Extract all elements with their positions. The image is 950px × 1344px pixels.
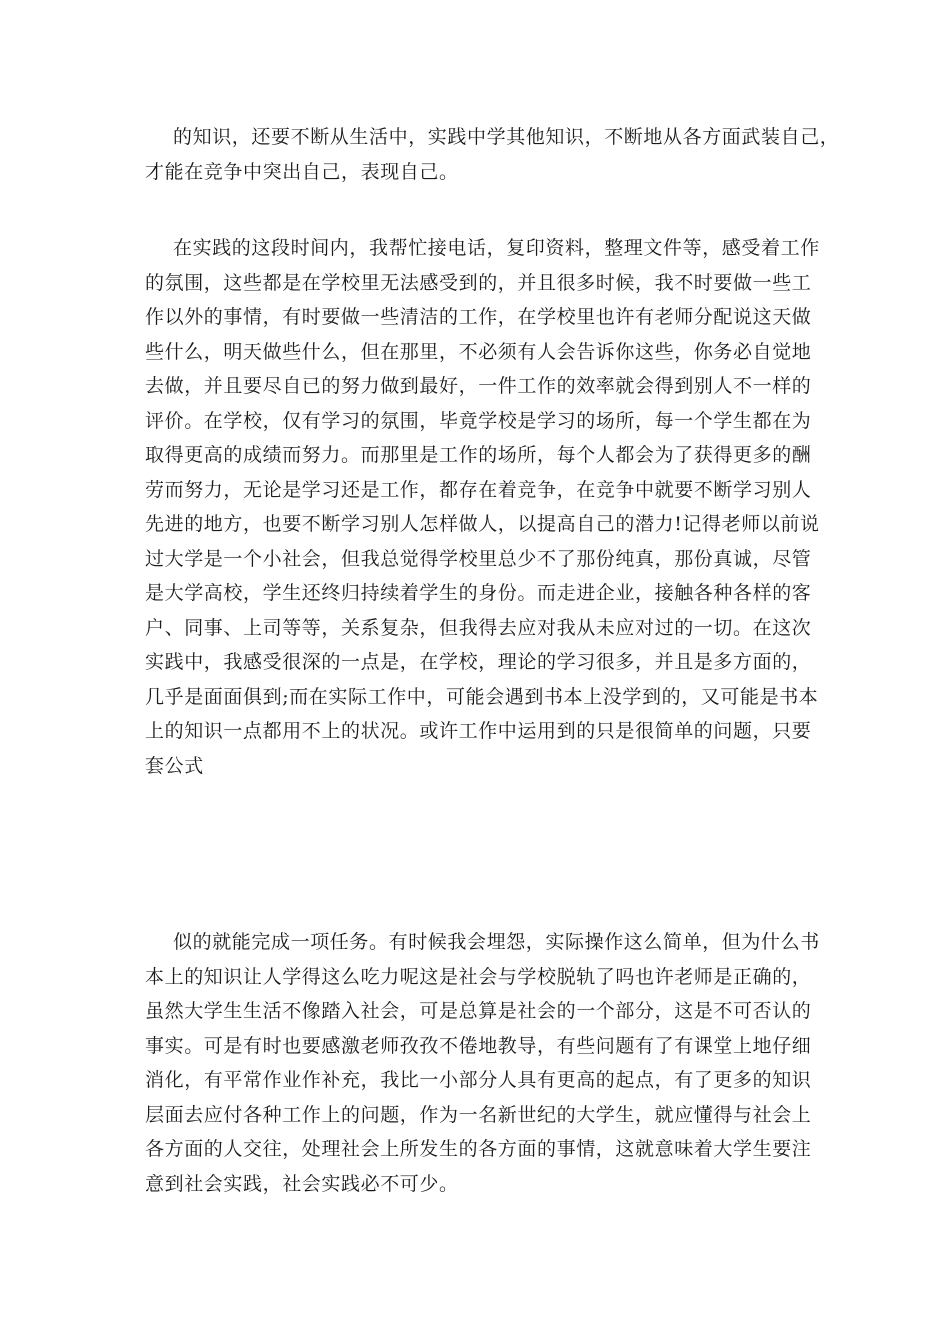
text-line: 的氛围，这些都是在学校里无法感受到的，并且很多时候，我不时要做一些工 xyxy=(145,271,812,294)
text-line: 作以外的事情，有时要做一些清洁的工作，在学校里也许有老师分配说这天做 xyxy=(145,306,812,328)
text-line: 些什么，明天做些什么，但在那里，不必须有人会告诉你这些，你务必自觉地 xyxy=(145,340,812,363)
text-line: 层面去应付各种工作上的问题，作为一名新世纪的大学生，就应懂得与社会上 xyxy=(145,1103,812,1126)
text-line: 虽然大学生生活不像踏入社会，可是总算是社会的一个部分，这是不可否认的 xyxy=(145,1000,812,1022)
text-line: 本上的知识让人学得这么吃力呢这是社会与学校脱轨了吗也许老师是正确的， xyxy=(145,965,812,988)
text-line: 取得更高的成绩而努力。而那里是工作的场所，每个人都会为了获得更多的酬 xyxy=(145,444,812,466)
text-line: 套公式 xyxy=(145,754,204,777)
text-line: 户、同事、上司等等，关系复杂，但我得去应对我从未应对过的一切。在这次 xyxy=(145,616,812,639)
text-line: 评价。在学校，仅有学习的氛围，毕竟学校是学习的场所，每一个学生都在为 xyxy=(145,409,812,432)
text-line: 去做，并且要尽自已的努力做到最好，一件工作的效率就会得到别人不一样的 xyxy=(145,375,812,397)
text-line: 劳而努力，无论是学习还是工作，都存在着竞争，在竞争中就要不断学习别人 xyxy=(145,478,812,501)
text-line: 的知识，还要不断从生活中，实践中学其他知识，不断地从各方面武装自己， xyxy=(173,126,840,148)
text-line: 过大学是一个小社会，但我总觉得学校里总少不了那份纯真，那份真诚，尽管 xyxy=(145,547,812,570)
text-line: 似的就能完成一项任务。有时候我会埋怨，实际操作这么简单，但为什么书 xyxy=(173,931,820,953)
text-line: 是大学高校，学生还终归持续着学生的身份。而走进企业，接触各种各样的客 xyxy=(145,582,812,604)
paragraph-2 xyxy=(145,231,820,783)
text-line: 消化，有平常作业作补充，我比一小部分人具有更高的起点，有了更多的知识 xyxy=(145,1069,812,1091)
text-line: 上的知识一点都用不上的状况。或许工作中运用到的只是很简单的问题，只要 xyxy=(145,720,812,742)
text-line: 各方面的人交往，处理社会上所发生的各方面的事情，这就意味着大学生要注 xyxy=(145,1138,812,1160)
paragraph-3 xyxy=(145,925,820,1201)
text-line: 实践中，我感受很深的一点是，在学校，理论的学习很多，并且是多方面的， xyxy=(145,651,812,673)
text-line: 在实践的这段时间内，我帮忙接电话，复印资料，整理文件等，感受着工作 xyxy=(173,237,820,259)
text-line: 先进的地方，也要不断学习别人怎样做人，以提高自己的潜力!记得老师以前说 xyxy=(145,513,820,535)
text-line: 几乎是面面俱到;而在实际工作中，可能会遇到书本上没学到的，又可能是书本 xyxy=(145,685,819,708)
paragraph-1 xyxy=(145,120,840,189)
text-line: 才能在竞争中突出自己，表现自己。 xyxy=(145,160,459,183)
text-line: 事实。可是有时也要感激老师孜孜不倦地教导，有些问题有了有课堂上地仔细 xyxy=(145,1034,812,1057)
text-line: 意到社会实践，社会实践必不可少。 xyxy=(145,1172,459,1195)
